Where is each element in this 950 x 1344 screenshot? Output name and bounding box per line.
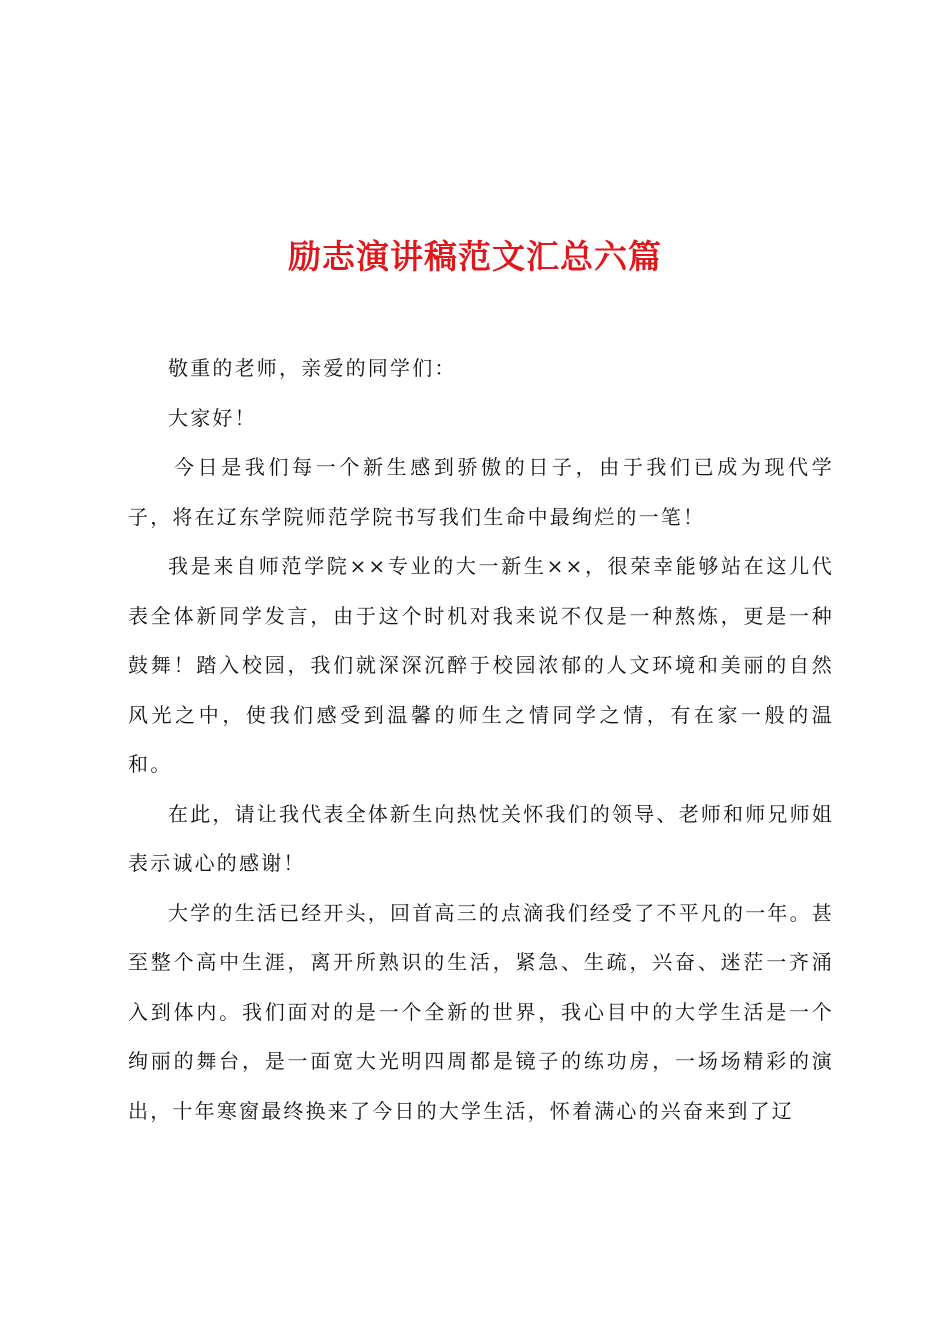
document-title: 励志演讲稿范文汇总六篇 [288, 237, 662, 277]
paragraph-1: 今日是我们每一个新生感到骄傲的日子，由于我们已成为现代学子，将在辽东学院师范学院书写我们生命中最绚烂的一笔！ [128, 455, 834, 529]
greeting: 大家好！ [168, 405, 257, 430]
paragraph-2: 我是来自师范学院××专业的大一新生××，很荣幸能够站在这儿代表全体新同学发言，由于这个时机对我来说不仅是一种熬炼，更是一种鼓舞！踏入校园，我们就深深沉醉于校园浓郁的人文环境和美丽的自然风光之中，使我们感受到温馨的师生之情同学之情，有在家一般的温和。 [128, 554, 834, 776]
paragraph-3: 在此，请让我代表全体新生向热忱关怀我们的领导、老师和师兄师姐表示诚心的感谢！ [128, 801, 834, 875]
paragraph-4: 大学的生活已经开头，回首高三的点滴我们经受了不平凡的一年。甚至整个高中生涯，离开所熟识的生活，紧急、生疏，兴奋、迷茫一齐涌入到体内。我们面对的是一个全新的世界，我心目中的大学生活是一个绚丽的舞台，是一面宽大光明四周都是镜子的练功房，一场场精彩的演出，十年寒窗最终换来了今日的大学生活，怀着满心的兴奋来到了辽 [128, 900, 834, 1123]
document-body [128, 344, 834, 1136]
salutation: 敬重的老师，亲爱的同学们： [168, 356, 457, 380]
